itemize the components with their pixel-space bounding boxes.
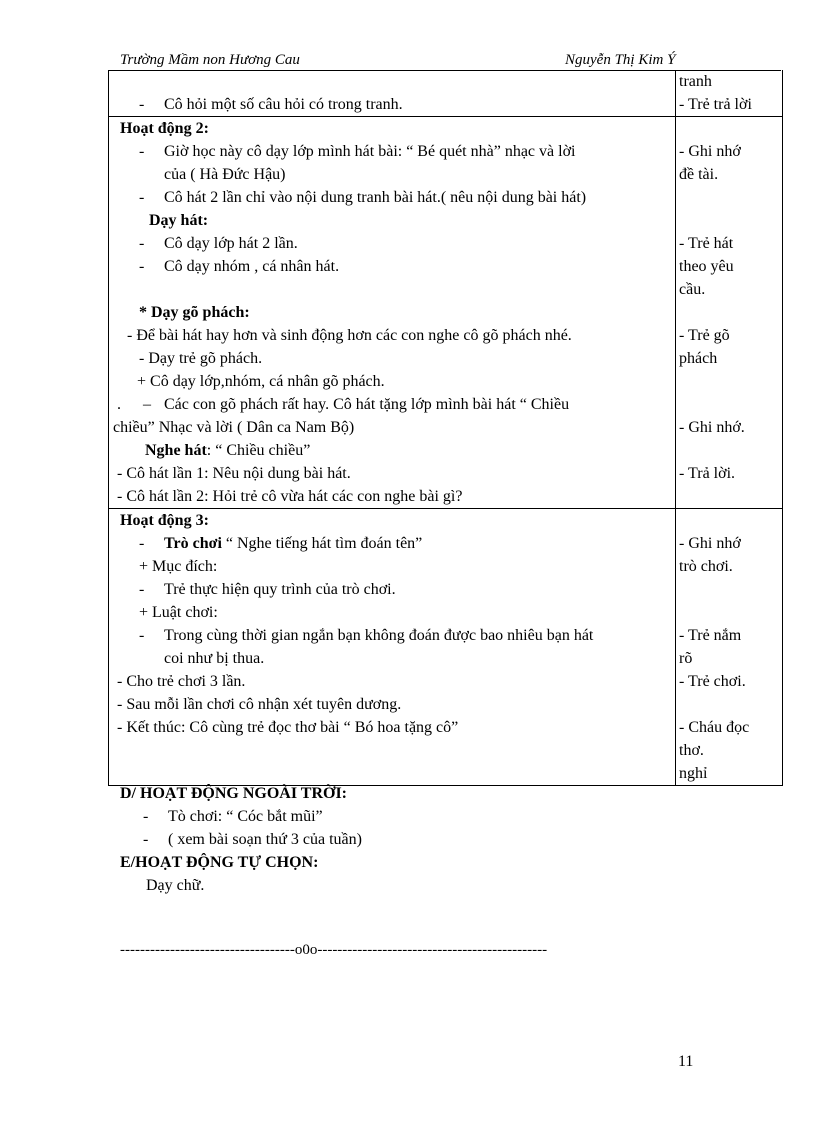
list-item: - Ghi nhớ bbox=[679, 535, 741, 552]
list-item: - Để bài hát hay hơn và sinh động hơn các con nghe cô gõ phách nhé. bbox=[127, 327, 572, 344]
list-item: Trẻ thực hiện quy trình của trò chơi. bbox=[164, 581, 396, 598]
list-item: chiều” Nhạc và lời ( Dân ca Nam Bộ) bbox=[113, 419, 355, 436]
list-item: + Cô dạy lớp,nhóm, cá nhân gõ phách. bbox=[137, 373, 385, 390]
list-item: nghỉ bbox=[679, 765, 708, 782]
table-row bbox=[109, 70, 782, 116]
list-item: Các con gõ phách rất hay. Cô hát tặng lớp mình bài hát “ Chiều bbox=[164, 396, 570, 413]
section-title: Hoạt động 2: bbox=[120, 120, 209, 137]
list-item: - Cô hát lần 1: Nêu nội dung bài hát. bbox=[117, 465, 351, 482]
table-row bbox=[109, 116, 782, 508]
optional-title: E/HOẠT ĐỘNG TỰ CHỌN: bbox=[120, 854, 319, 871]
teacher-cell: Hoạt động 2: - Giờ học này cô dạy lớp mình hát bài: “ Bé quét nhà” nhạc và lời của ( Hà Đức Hậu) - Cô hát 2 lần chỉ vào nội dung tranh bài hát.( nêu nội dung bài hát) Dạy hát: - Cô dạy lớp hát 2 lần. - Cô dạy nhóm , cá nhân hát. * Dạy gõ phách: - Để bài hát hay hơn và sinh động hơn các con nghe cô gõ phách nhé. - Dạy trẻ gõ phách. + Cô dạy lớp,nhóm, cá nhân gõ phách. . – Các con gõ phách rất hay. Cô hát tặng lớp mình bài hát “ Chiều chiều” Nhạc và lời ( Dân ca Nam Bộ) Nghe hát: “ Chiều chiều” - Cô hát lần 1: Nêu nội dung bài hát. - Cô hát lần 2: Hỏi trẻ cô vừa hát các con nghe bài gì? bbox=[109, 117, 676, 508]
list-item: Trong cùng thời gian ngắn bạn không đoán được bao nhiêu bạn hát bbox=[164, 627, 594, 644]
list-item: - Trẻ gõ bbox=[679, 327, 730, 344]
list-item: - Cho trẻ chơi 3 lần. bbox=[117, 673, 246, 690]
list-item: Cô dạy lớp hát 2 lần. bbox=[164, 235, 298, 252]
child-cell bbox=[676, 70, 782, 116]
teacher-cell: - Cô hỏi một số câu hỏi có trong tranh. bbox=[109, 70, 676, 116]
child-cell bbox=[676, 117, 782, 508]
outdoor-item: ( xem bài soạn thứ 3 của tuần) bbox=[168, 831, 362, 848]
listening-song: : “ Chiều chiều” bbox=[206, 442, 311, 459]
separator-line: -----------------------------------o0o---------------------------------------------- bbox=[120, 942, 548, 958]
list-item: - Trẻ chơi. bbox=[679, 673, 746, 690]
list-item: - Trẻ nắm bbox=[679, 627, 742, 644]
list-item: thơ. bbox=[679, 742, 704, 759]
optional-text: Dạy chữ. bbox=[146, 877, 205, 894]
list-item: - Ghi nhớ. bbox=[679, 419, 745, 436]
list-item: rõ bbox=[679, 650, 693, 667]
subsection-title: Dạy hát: bbox=[149, 212, 209, 229]
header-teacher: Nguyễn Thị Kim Ý bbox=[565, 52, 676, 68]
list-item: - Dạy trẻ gõ phách. bbox=[139, 350, 263, 367]
list-item: trò chơi. bbox=[679, 558, 733, 575]
list-item: - Trẻ trả lời bbox=[679, 96, 752, 113]
list-item: phách bbox=[679, 350, 718, 367]
list-item: - Cháu đọc bbox=[679, 719, 750, 736]
list-item: của ( Hà Đức Hậu) bbox=[164, 166, 286, 183]
listening-label: Nghe hát bbox=[145, 442, 207, 459]
subsection-title: * Dạy gõ phách: bbox=[139, 304, 250, 321]
list-item: - Sau mỗi lần chơi cô nhận xét tuyên dương. bbox=[117, 696, 402, 713]
list-item: Cô hát 2 lần chỉ vào nội dung tranh bài hát.( nêu nội dung bài hát) bbox=[164, 189, 587, 206]
lesson-table bbox=[108, 70, 783, 786]
list-item: Giờ học này cô dạy lớp mình hát bài: “ Bé quét nhà” nhạc và lời bbox=[164, 143, 576, 160]
list-item: theo yêu bbox=[679, 258, 734, 275]
page-number: 11 bbox=[678, 1053, 694, 1070]
list-item: + Mục đích: bbox=[139, 558, 218, 575]
table-row bbox=[109, 508, 782, 785]
list-item: - Cô hát lần 2: Hỏi trẻ cô vừa hát các con nghe bài gì? bbox=[117, 488, 463, 505]
game-name: “ Nghe tiếng hát tìm đoán tên” bbox=[221, 535, 423, 552]
list-item: đề tài. bbox=[679, 166, 719, 183]
header-school: Trường Mầm non Hương Cau bbox=[120, 52, 300, 68]
after-table: D/ HOẠT ĐỘNG NGOÀI TRỜI: - Tò chơi: “ Cóc bắt mũi” - ( xem bài soạn thứ 3 của tuần) E/HOẠT ĐỘNG TỰ CHỌN: Dạy chữ. bbox=[108, 782, 781, 897]
section-title: Hoạt động 3: bbox=[120, 512, 209, 529]
outdoor-item: Tò chơi: “ Cóc bắt mũi” bbox=[168, 808, 323, 825]
game-label: Trò chơi bbox=[164, 535, 222, 552]
list-item: Cô hỏi một số câu hỏi có trong tranh. bbox=[164, 96, 403, 113]
list-item: - Kết thúc: Cô cùng trẻ đọc thơ bài “ Bó hoa tặng cô” bbox=[117, 719, 459, 736]
list-item: - Trả lời. bbox=[679, 465, 736, 482]
teacher-cell: Hoạt động 3: - Trò chơi “ Nghe tiếng hát tìm đoán tên” + Mục đích: - Trẻ thực hiện quy trình của trò chơi. + Luật chơi: - Trong cùng thời gian ngắn bạn không đoán được bao nhiêu bạn hát coi như bị thua. - Cho trẻ chơi 3 lần. - Sau mỗi lần chơi cô nhận xét tuyên dương. - Kết thúc: Cô cùng trẻ đọc thơ bài “ Bó hoa tặng cô” bbox=[109, 509, 676, 785]
list-item: cầu. bbox=[679, 281, 706, 298]
outdoor-title: D/ HOẠT ĐỘNG NGOÀI TRỜI: bbox=[120, 785, 347, 802]
list-item: - Trẻ hát bbox=[679, 235, 734, 252]
list-item: tranh bbox=[679, 73, 712, 90]
list-item: + Luật chơi: bbox=[139, 604, 218, 621]
list-item: coi như bị thua. bbox=[164, 650, 265, 667]
child-cell bbox=[676, 509, 782, 785]
list-item: - Ghi nhớ bbox=[679, 143, 741, 160]
list-item: Cô dạy nhóm , cá nhân hát. bbox=[164, 258, 340, 275]
